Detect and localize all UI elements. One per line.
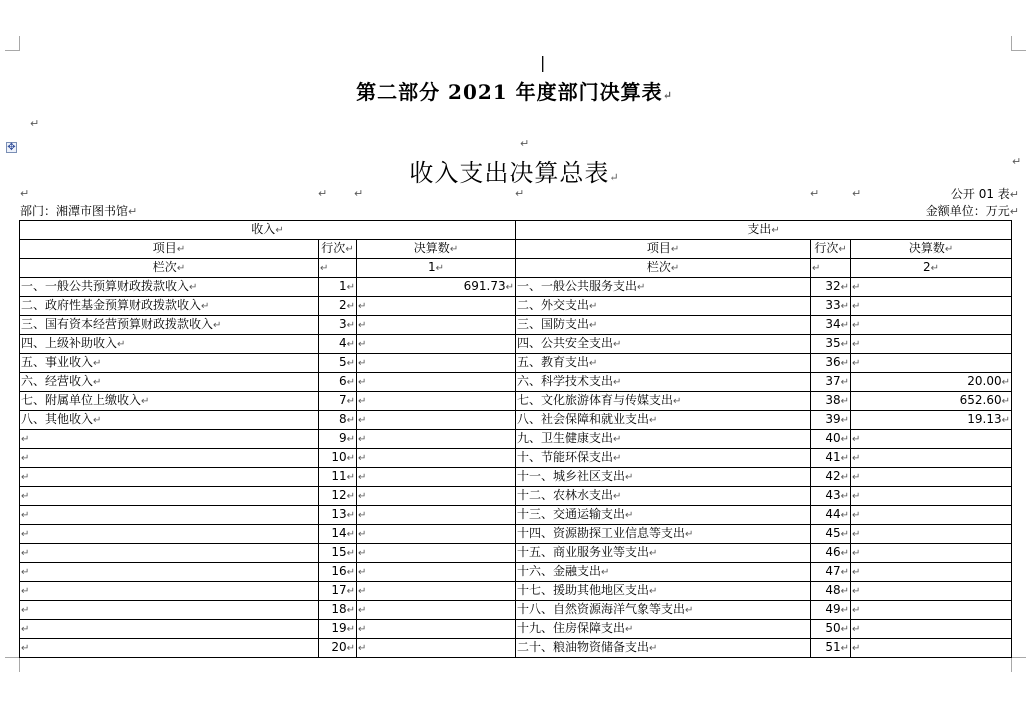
income-amount-cell: ↵ — [357, 354, 516, 373]
income-item-cell: 六、经营收入↵ — [20, 373, 319, 392]
income-col-row: 行次↵ — [319, 240, 357, 259]
table-row — [20, 563, 1012, 582]
income-item-cell: 五、事业收入↵ — [20, 354, 319, 373]
income-amount-cell: ↵ — [357, 316, 516, 335]
income-item-cell: 一、一般公共预算财政拨款收入↵ — [20, 278, 319, 297]
paragraph-mark: ↵ — [515, 187, 525, 200]
expense-item-cell: 一、一般公共服务支出↵ — [516, 278, 811, 297]
expense-amount-cell: ↵ — [851, 525, 1012, 544]
expense-row-number-cell: 42↵ — [811, 468, 851, 487]
expense-row-number-cell: 41↵ — [811, 449, 851, 468]
expense-row-number-cell: 37↵ — [811, 373, 851, 392]
income-row-number-cell: 18↵ — [319, 601, 357, 620]
table-row — [20, 297, 1012, 316]
table-row — [20, 601, 1012, 620]
expense-item-cell: 二、外交支出↵ — [516, 297, 811, 316]
table-row — [20, 525, 1012, 544]
expense-row-number-cell: 44↵ — [811, 506, 851, 525]
expense-amount-cell: ↵ — [851, 449, 1012, 468]
expense-amount-cell: ↵ — [851, 316, 1012, 335]
unit-label: 金额单位：万元↵ — [925, 204, 1019, 218]
expense-item-cell: 十五、商业服务业等支出↵ — [516, 544, 811, 563]
expense-amount-cell: ↵ — [851, 354, 1012, 373]
header-row-column-numbers — [20, 259, 1012, 278]
income-item-cell: 二、政府性基金预算财政拨款收入↵ — [20, 297, 319, 316]
income-amount-cell: ↵ — [357, 297, 516, 316]
expense-col-number: 2↵ — [851, 259, 1012, 278]
expense-row-number-cell: 33↵ — [811, 297, 851, 316]
crop-mark-top-left — [5, 36, 20, 51]
table-row — [20, 316, 1012, 335]
table-row — [20, 392, 1012, 411]
expense-item-cell: 十一、城乡社区支出↵ — [516, 468, 811, 487]
expense-row-label: 栏次↵ — [516, 259, 811, 278]
income-amount-cell: ↵ — [357, 582, 516, 601]
table-row — [20, 506, 1012, 525]
crop-mark-top-right — [1011, 36, 1026, 51]
expense-item-cell: 七、文化旅游体育与传媒支出↵ — [516, 392, 811, 411]
income-expense-table — [19, 220, 1012, 658]
income-item-cell: ↵ — [20, 487, 319, 506]
income-row-number-cell: 1↵ — [319, 278, 357, 297]
income-item-cell: ↵ — [20, 639, 319, 658]
income-amount-cell: ↵ — [357, 525, 516, 544]
main-title: 收入支出决算总表↵ — [409, 159, 620, 187]
expense-amount-cell: ↵ — [851, 506, 1012, 525]
income-item-cell: ↵ — [20, 525, 319, 544]
expense-row-number-cell: 34↵ — [811, 316, 851, 335]
table-move-handle-icon[interactable]: ✥ — [7, 142, 16, 153]
income-col-item: 项目↵ — [20, 240, 319, 259]
table-row — [20, 373, 1012, 392]
table-row — [20, 411, 1012, 430]
expense-item-cell: 四、公共安全支出↵ — [516, 335, 811, 354]
income-row-number-cell: 8↵ — [319, 411, 357, 430]
income-row-number-cell: 7↵ — [319, 392, 357, 411]
income-row-number-cell: 14↵ — [319, 525, 357, 544]
expense-row-number-cell: 35↵ — [811, 335, 851, 354]
part-title: 第二部分 2021 年度部门决算表↵ — [356, 80, 673, 104]
expense-item-cell: 九、卫生健康支出↵ — [516, 430, 811, 449]
expense-row-number-cell: 43↵ — [811, 487, 851, 506]
header-row-columns — [20, 240, 1012, 259]
table-row — [20, 278, 1012, 297]
table-row — [20, 468, 1012, 487]
header-row-sections — [20, 221, 1012, 240]
table-row — [20, 620, 1012, 639]
income-item-cell: ↵ — [20, 544, 319, 563]
income-row-number-cell: 15↵ — [319, 544, 357, 563]
expense-amount-cell: 20.00↵ — [851, 373, 1012, 392]
expense-item-cell: 十三、交通运输支出↵ — [516, 506, 811, 525]
income-amount-cell: ↵ — [357, 335, 516, 354]
income-amount-cell: ↵ — [357, 639, 516, 658]
paragraph-mark: ↵ — [354, 187, 364, 200]
income-amount-cell: ↵ — [357, 506, 516, 525]
paragraph-mark: ↵ — [30, 117, 40, 130]
income-amount-cell: ↵ — [357, 411, 516, 430]
income-row-number-cell: 3↵ — [319, 316, 357, 335]
department-label: 部门：湘潭市图书馆↵ — [20, 204, 138, 218]
income-item-cell: ↵ — [20, 601, 319, 620]
income-item-cell: 七、附属单位上缴收入↵ — [20, 392, 319, 411]
paragraph-mark: ↵ — [1012, 155, 1022, 168]
expense-amount-cell: ↵ — [851, 468, 1012, 487]
expense-amount-cell: ↵ — [851, 335, 1012, 354]
income-amount-cell: ↵ — [357, 544, 516, 563]
expense-amount-cell: 19.13↵ — [851, 411, 1012, 430]
income-amount-cell: ↵ — [357, 487, 516, 506]
expense-row-number-cell: 47↵ — [811, 563, 851, 582]
expense-col-row: 行次↵ — [811, 240, 851, 259]
expense-col-amount: 决算数↵ — [851, 240, 1012, 259]
income-amount-cell: ↵ — [357, 601, 516, 620]
income-row-number-cell: 4↵ — [319, 335, 357, 354]
income-item-cell: 八、其他收入↵ — [20, 411, 319, 430]
expense-row-number-cell: 48↵ — [811, 582, 851, 601]
table-row — [20, 449, 1012, 468]
expense-header: 支出↵ — [516, 221, 1012, 240]
income-amount-cell: ↵ — [357, 563, 516, 582]
income-row-number-cell: 5↵ — [319, 354, 357, 373]
income-row-number-cell: 13↵ — [319, 506, 357, 525]
expense-item-cell: 二十、粮油物资储备支出↵ — [516, 639, 811, 658]
income-amount-cell: ↵ — [357, 468, 516, 487]
expense-item-cell: 十四、资源勘探工业信息等支出↵ — [516, 525, 811, 544]
expense-row-number-cell: 38↵ — [811, 392, 851, 411]
expense-amount-cell: ↵ — [851, 601, 1012, 620]
income-item-cell: ↵ — [20, 620, 319, 639]
income-item-cell: ↵ — [20, 563, 319, 582]
income-row-number-cell: 17↵ — [319, 582, 357, 601]
paragraph-mark: ↵ — [852, 187, 862, 200]
expense-amount-cell: 652.60↵ — [851, 392, 1012, 411]
expense-item-cell: 十八、自然资源海洋气象等支出↵ — [516, 601, 811, 620]
expense-amount-cell: ↵ — [851, 544, 1012, 563]
expense-amount-cell: ↵ — [851, 563, 1012, 582]
expense-amount-cell: ↵ — [851, 278, 1012, 297]
income-col-amount: 决算数↵ — [357, 240, 516, 259]
income-col-number: 1↵ — [357, 259, 516, 278]
income-item-cell: ↵ — [20, 430, 319, 449]
income-amount-cell: ↵ — [357, 620, 516, 639]
table-row — [20, 487, 1012, 506]
income-item-cell: ↵ — [20, 582, 319, 601]
expense-row-blank: ↵ — [811, 259, 851, 278]
income-row-number-cell: 20↵ — [319, 639, 357, 658]
income-row-label: 栏次↵ — [20, 259, 319, 278]
expense-item-cell: 六、科学技术支出↵ — [516, 373, 811, 392]
expense-amount-cell: ↵ — [851, 639, 1012, 658]
paragraph-mark: ↵ — [318, 187, 328, 200]
form-code: 公开 01 表↵ — [950, 187, 1019, 201]
income-amount-cell: ↵ — [357, 449, 516, 468]
expense-item-cell: 八、社会保障和就业支出↵ — [516, 411, 811, 430]
paragraph-mark: ↵ — [810, 187, 820, 200]
expense-item-cell: 十七、援助其他地区支出↵ — [516, 582, 811, 601]
table-row — [20, 582, 1012, 601]
expense-amount-cell: ↵ — [851, 430, 1012, 449]
income-row-blank: ↵ — [319, 259, 357, 278]
income-item-cell: 四、上级补助收入↵ — [20, 335, 319, 354]
table-row — [20, 354, 1012, 373]
income-amount-cell: 691.73↵ — [357, 278, 516, 297]
income-row-number-cell: 16↵ — [319, 563, 357, 582]
income-row-number-cell: 2↵ — [319, 297, 357, 316]
expense-amount-cell: ↵ — [851, 487, 1012, 506]
expense-row-number-cell: 46↵ — [811, 544, 851, 563]
expense-row-number-cell: 36↵ — [811, 354, 851, 373]
table-row — [20, 430, 1012, 449]
table-row — [20, 544, 1012, 563]
expense-row-number-cell: 40↵ — [811, 430, 851, 449]
expense-item-cell: 十二、农林水支出↵ — [516, 487, 811, 506]
expense-col-item: 项目↵ — [516, 240, 811, 259]
income-row-number-cell: 12↵ — [319, 487, 357, 506]
crop-mark-bottom-right — [1011, 657, 1026, 672]
expense-row-number-cell: 51↵ — [811, 639, 851, 658]
income-item-cell: 三、国有资本经营预算财政拨款收入↵ — [20, 316, 319, 335]
table-row — [20, 639, 1012, 658]
expense-amount-cell: ↵ — [851, 297, 1012, 316]
income-item-cell: ↵ — [20, 449, 319, 468]
income-row-number-cell: 9↵ — [319, 430, 357, 449]
expense-amount-cell: ↵ — [851, 620, 1012, 639]
expense-item-cell: 三、国防支出↵ — [516, 316, 811, 335]
expense-item-cell: 十九、住房保障支出↵ — [516, 620, 811, 639]
expense-amount-cell: ↵ — [851, 582, 1012, 601]
income-row-number-cell: 10↵ — [319, 449, 357, 468]
expense-row-number-cell: 32↵ — [811, 278, 851, 297]
expense-row-number-cell: 50↵ — [811, 620, 851, 639]
income-header: 收入↵ — [20, 221, 516, 240]
crop-mark-bottom-left — [5, 657, 20, 672]
income-row-number-cell: 11↵ — [319, 468, 357, 487]
text-cursor: | — [540, 53, 546, 72]
expense-row-number-cell: 49↵ — [811, 601, 851, 620]
income-amount-cell: ↵ — [357, 392, 516, 411]
income-row-number-cell: 19↵ — [319, 620, 357, 639]
expense-item-cell: 五、教育支出↵ — [516, 354, 811, 373]
table-row — [20, 335, 1012, 354]
paragraph-mark: ↵ — [20, 187, 30, 200]
income-item-cell: ↵ — [20, 506, 319, 525]
expense-row-number-cell: 39↵ — [811, 411, 851, 430]
expense-item-cell: 十六、金融支出↵ — [516, 563, 811, 582]
income-item-cell: ↵ — [20, 468, 319, 487]
expense-row-number-cell: 45↵ — [811, 525, 851, 544]
paragraph-mark: ↵ — [520, 137, 530, 150]
income-row-number-cell: 6↵ — [319, 373, 357, 392]
income-amount-cell: ↵ — [357, 373, 516, 392]
expense-item-cell: 十、节能环保支出↵ — [516, 449, 811, 468]
income-amount-cell: ↵ — [357, 430, 516, 449]
